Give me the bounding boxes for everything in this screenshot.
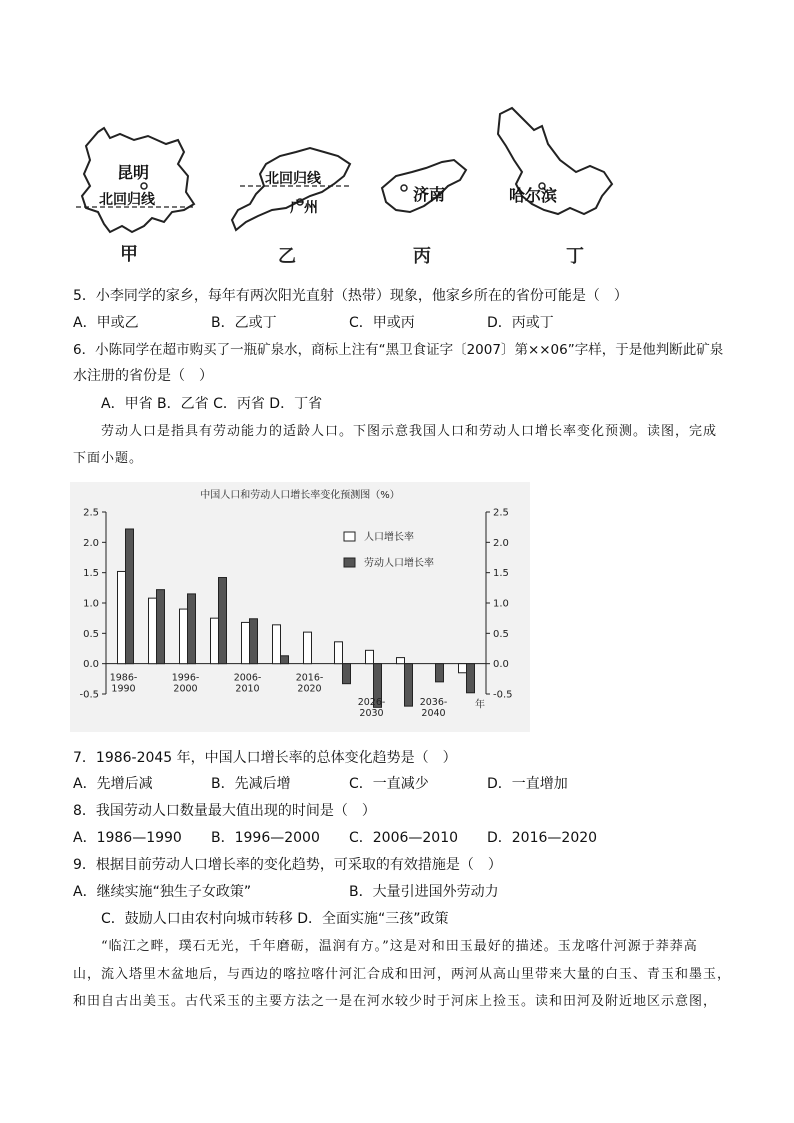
q5-option-a: A．甲或乙 — [73, 315, 139, 331]
bar-labor-1986-1990 — [126, 529, 134, 664]
y-tick-label-right: 0.5 — [493, 628, 509, 640]
bar-labor-1991-1995 — [157, 590, 165, 664]
bar-labor-2036-2040 — [436, 664, 444, 682]
x-category-label: 1990 — [111, 683, 136, 695]
x-category-label: 2026- — [357, 697, 386, 709]
bar-labor-1996-2000 — [188, 594, 196, 664]
map-jia-city: 昆明 — [117, 163, 150, 182]
map-yi-line-label: 北回归线 — [265, 171, 321, 187]
legend-label-0: 人口增长率 — [364, 532, 414, 543]
q8-stem: 8．我国劳动人口数量最大值出现的时间是（ ） — [73, 803, 376, 819]
intro2-line1: “临江之畔，璞石无光，千年磨砺，温润有方。”这是对和田玉最好的描述。玉龙喀什河源于莽莽高 — [101, 939, 698, 954]
q8-option-b: B．1996—2000 — [211, 830, 320, 846]
q7-option-b: B．先减后增 — [211, 776, 291, 792]
x-category-label: 1996- — [171, 672, 200, 684]
legend-swatch-1 — [344, 558, 355, 567]
y-tick-label-right: 2.0 — [493, 537, 509, 549]
q6-stem-line1: 6．小陈同学在超市购买了一瓶矿泉水，商标上注有“黑卫食证字〔2007〕第××06”字样，于是他判断此矿泉 — [73, 342, 724, 358]
y-tick-label-left: 2.0 — [83, 537, 99, 549]
q9-option-a: A．继续实施“独生子女政策” — [73, 884, 252, 900]
map-jia-name: 甲 — [120, 244, 138, 265]
y-tick-label-right: -0.5 — [493, 689, 513, 701]
x-category-label: 2006- — [233, 672, 262, 684]
x-category-label: 2000 — [173, 683, 198, 695]
y-tick-label-right: 0.0 — [493, 659, 509, 671]
q8-option-a: A．1986—1990 — [73, 830, 182, 846]
population-growth-chart — [70, 482, 530, 732]
x-category-label: 2020 — [297, 683, 322, 695]
bar-labor-2006-2010 — [250, 619, 258, 664]
map-yi-outline — [232, 148, 350, 230]
y-tick-label-right: 1.5 — [493, 568, 509, 580]
q5-stem: 5．小李同学的家乡，每年有两次阳光直射（热带）现象，他家乡所在的省份可能是（ ） — [73, 288, 628, 304]
q7-option-a: A．先增后减 — [73, 776, 153, 792]
bar-population-2021-2025 — [335, 642, 343, 664]
intro1-line2: 下面小题。 — [73, 451, 144, 466]
map-bing-city-dot — [401, 185, 407, 191]
q9-option-b: B．大量引进国外劳动力 — [349, 884, 499, 900]
map-yi-name: 乙 — [278, 246, 296, 267]
x-category-label: 2030 — [359, 708, 384, 720]
x-category-label: 2010 — [235, 683, 260, 695]
q7-option-c: C．一直减少 — [349, 776, 429, 792]
q6-options: A．甲省 B．乙省 C．丙省 D．丁省 — [101, 396, 323, 412]
q9-option-cd: C．鼓励人口由农村向城市转移 D．全面实施“三孩”政策 — [101, 911, 449, 927]
q9-stem: 9．根据目前劳动人口增长率的变化趋势，可采取的有效措施是（ ） — [73, 857, 502, 873]
bar-labor-2041-2045 — [467, 664, 475, 693]
intro2-line2: 山，流入塔里木盆地后，与西边的喀拉喀什河汇合成和田河，两河从高山里带来大量的白玉、青玉和墨玉， — [73, 967, 732, 982]
q8-option-c: C．2006—2010 — [349, 830, 459, 846]
bar-population-1996-2000 — [180, 609, 188, 664]
q7-option-d: D．一直增加 — [487, 776, 568, 792]
x-category-label: 2040 — [421, 708, 446, 720]
y-tick-label-right: 1.0 — [493, 598, 509, 610]
map-bing-city: 济南 — [413, 185, 446, 204]
q5-option-b: B．乙或丁 — [211, 315, 277, 331]
y-tick-label-left: 2.5 — [83, 507, 99, 519]
intro1-line1: 劳动人口是指具有劳动能力的适龄人口。下图示意我国人口和劳动人口增长率变化预测。读图，完成 — [101, 424, 718, 439]
bar-labor-2021-2025 — [343, 664, 351, 684]
bar-population-1986-1990 — [118, 571, 126, 663]
bar-population-2001-2005 — [211, 618, 219, 664]
legend-label-1: 劳动人口增长率 — [364, 558, 434, 569]
y-tick-label-left: 0.5 — [83, 628, 99, 640]
y-tick-label-left: -0.5 — [79, 689, 99, 701]
x-category-label: 2036- — [419, 697, 448, 709]
y-tick-label-left: 1.5 — [83, 568, 99, 580]
bar-labor-2031-2035 — [405, 664, 413, 706]
bar-population-2006-2010 — [242, 622, 250, 663]
intro2-line3: 和田自古出美玉。古代采玉的主要方法之一是在河水较少时于河床上捡玉。读和田河及附近地区示意图， — [73, 994, 718, 1009]
q6-stem-line2: 水注册的省份是（ ） — [73, 368, 213, 384]
map-jia-line-label: 北回归线 — [99, 192, 155, 208]
x-unit-label: 年 — [475, 699, 485, 711]
bar-population-2031-2035 — [397, 658, 405, 664]
q8-option-d: D．2016—2020 — [487, 830, 598, 846]
q5-option-d: D．丙或丁 — [487, 315, 554, 331]
y-tick-label-left: 1.0 — [83, 598, 99, 610]
map-ding-name: 丁 — [566, 246, 584, 267]
q7-stem: 7．1986-2045 年，中国人口增长率的总体变化趋势是（ ） — [73, 750, 457, 766]
map-yi-city: 广州 — [290, 200, 318, 216]
y-tick-label-left: 0.0 — [83, 659, 99, 671]
chart-title: 中国人口和劳动人口增长率变化预测图（%） — [200, 490, 400, 501]
legend-swatch-0 — [344, 532, 355, 541]
x-category-label: 1986- — [109, 672, 138, 684]
bar-population-1991-1995 — [149, 598, 157, 664]
x-category-label: 2016- — [295, 672, 324, 684]
map-ding-city: 哈尔滨 — [509, 186, 558, 205]
bar-population-2026-2030 — [366, 650, 374, 663]
bar-population-2041-2045 — [459, 664, 467, 673]
bar-labor-2011-2015 — [281, 656, 289, 664]
map-bing-name: 丙 — [413, 246, 431, 267]
y-tick-label-right: 2.5 — [493, 507, 509, 519]
bar-labor-2001-2005 — [219, 578, 227, 664]
bar-population-2011-2015 — [273, 625, 281, 664]
bar-population-2016-2020 — [304, 632, 312, 664]
q5-option-c: C．甲或丙 — [349, 315, 415, 331]
